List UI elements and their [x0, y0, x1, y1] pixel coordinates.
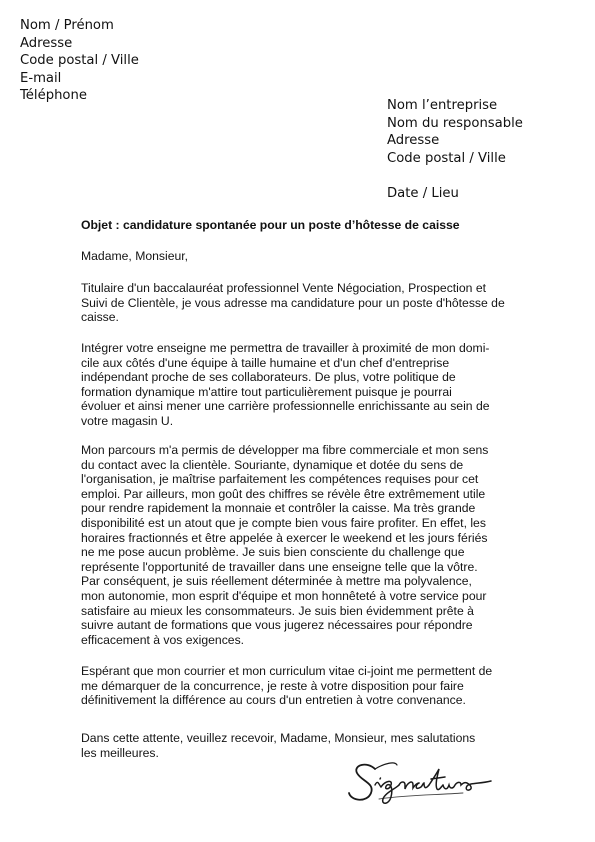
sender-name: Nom / Prénom	[20, 18, 114, 33]
signature-stroke	[381, 781, 399, 803]
paragraph-line: Espérant que mon courrier et mon curriculum vitae ci-joint me permettent de	[81, 664, 493, 678]
paragraph-line: représente l'opportunité de travailler dans une enseigne telle que la vôtre.	[81, 559, 478, 574]
signature-stroke	[375, 763, 397, 769]
paragraph-intro	[81, 281, 521, 325]
signature-stroke	[429, 769, 445, 790]
paragraph-line: disponibilité est un atout que je compte bien vous faire profiter. En effet, les	[81, 515, 486, 530]
paragraph-line: évoluer et ainsi mener une carrière professionnelle enrichissante au sein de	[81, 399, 490, 414]
paragraph-line: indépendant proche de ses collaborateurs. De plus, votre politique de	[81, 370, 456, 385]
recipient-address: Adresse	[387, 133, 440, 149]
paragraph-line: pour rendre rapidement la monnaie et contrôler la caisse. Ma très grande	[81, 501, 476, 516]
recipient-block	[387, 97, 523, 167]
signature-stroke	[466, 781, 491, 790]
paragraph-motivation	[81, 341, 521, 429]
paragraph-line: du contact avec la clientèle. Souriante, dynamique et dotée du sens de	[81, 457, 464, 472]
paragraph-line: caisse.	[81, 310, 119, 325]
paragraph-line: mon autonomie, mon esprit d'équipe et mon honnêteté à votre service pour	[81, 588, 487, 603]
recipient-manager: Nom du responsable	[387, 115, 523, 131]
paragraph-line: efficacement à vos exigences.	[81, 632, 245, 647]
paragraph-closing	[81, 664, 521, 708]
signature-stroke	[443, 782, 467, 788]
sender-block	[20, 17, 139, 105]
paragraph-line: l'organisation, je maîtrise parfaitement les compétences requises pour cet	[81, 472, 479, 487]
recipient-company: Nom l’entreprise	[387, 98, 498, 113]
recipient-postcode-city: Code postal / Ville	[387, 150, 506, 166]
paragraph-line: votre magasin U.	[81, 413, 174, 428]
paragraph-line: ne me pose aucun problème. Je suis bien consciente du challenge que	[81, 545, 465, 560]
paragraph-line: Par conséquent, je suis réellement déterminée à mettre ma polyvalence,	[81, 574, 472, 589]
paragraph-line: suivre autant de formations que vous jugerez nécessaires pour répondre	[81, 618, 473, 633]
paragraph-line: horaires fractionnés et être appelée à exercer le weekend et les jours fériés	[81, 530, 488, 545]
signature-stroke	[416, 783, 429, 788]
letter-subject: Objet : candidature spontanée pour un poste d’hôtesse de caisse	[81, 218, 460, 232]
paragraph-line: emploi. Par ailleurs, mon goût des chiffres se révèle être extrêmement utile	[81, 486, 486, 501]
paragraph-line: définitivement la différence au cours d'un entretien à votre convenance.	[81, 693, 466, 708]
paragraph-line: Intégrer votre enseigne me permettra de travailler à proximité de mon domi-	[81, 341, 490, 355]
greeting-text: Madame, Monsieur,	[81, 249, 189, 263]
sender-phone: Téléphone	[20, 88, 87, 104]
paragraph-line: Suivi de Clientèle, je vous adresse ma candidature pour un poste d'hôtesse de	[81, 295, 505, 310]
handwritten-signature	[345, 755, 505, 815]
paragraph-line: cile aux côtés d'une équipe à taille humaine et d'un chef d'entreprise	[81, 355, 450, 370]
paragraph-line: Titulaire d'un baccalauréat professionnel Vente Négociation, Prospection et	[81, 281, 486, 295]
signature-stroke	[375, 778, 381, 787]
paragraph-experience	[81, 443, 521, 647]
paragraph-line: satisfaire au mieux les consommateurs. Je suis bien évidemment prête à	[81, 603, 474, 618]
paragraph-line: me démarquer de la concurrence, je reste à votre disposition pour faire	[81, 678, 464, 693]
greeting	[81, 249, 521, 264]
signature-stroke	[349, 765, 375, 800]
paragraph-line: Dans cette attente, veuillez recevoir, Madame, Monsieur, mes salutations	[81, 731, 476, 745]
paragraph-line: Mon parcours m'a permis de développer ma fibre commerciale et mon sens	[81, 443, 489, 457]
paragraph-line: formation dynamique m'attire tout particulièrement puisque je pourrai	[81, 384, 452, 399]
sender-address: Adresse	[20, 35, 73, 51]
sender-postcode-city: Code postal / Ville	[20, 53, 139, 69]
sender-email: E-mail	[20, 70, 62, 86]
paragraph-line: les meilleures.	[81, 745, 159, 760]
date-place: Date / Lieu	[387, 186, 459, 201]
